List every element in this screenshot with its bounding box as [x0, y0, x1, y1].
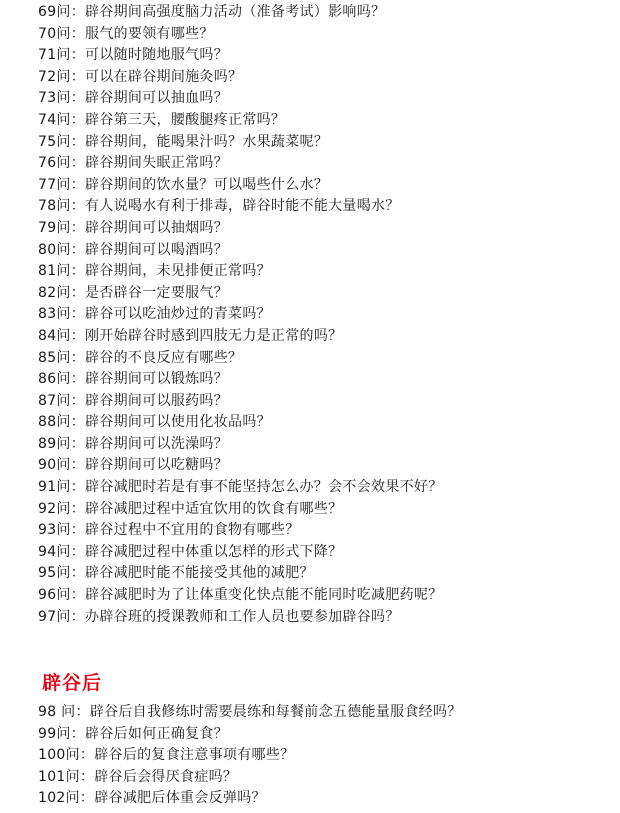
question-text: 有人说喝水有利于排毒，辟谷时能不能大量喝水？ [85, 198, 400, 215]
question-number: 89问： [38, 435, 86, 452]
question-number: 88问： [38, 414, 86, 431]
question-number: 85问： [38, 349, 86, 366]
question-item [38, 261, 608, 283]
question-item [38, 110, 608, 132]
question-number: 100问： [38, 747, 95, 764]
question-item [38, 348, 608, 370]
question-number: 76问： [38, 155, 86, 172]
question-number: 95问： [38, 565, 86, 582]
question-item [38, 153, 608, 175]
question-item [38, 391, 608, 413]
question-number: 93问： [38, 522, 86, 539]
question-item [38, 702, 608, 724]
question-text: 服气的要领有哪些？ [85, 25, 214, 42]
question-number: 73问： [38, 90, 86, 107]
question-item [38, 196, 608, 218]
question-number: 78问： [38, 198, 86, 215]
question-item [38, 240, 608, 262]
question-text: 辟谷期间可以抽烟吗？ [85, 219, 229, 236]
question-text: 辟谷可以吃油炒过的青菜吗？ [85, 306, 271, 323]
question-text: 辟谷期间可以洗澡吗？ [85, 435, 229, 452]
question-number: 91问： [38, 479, 86, 496]
question-text: 辟谷减肥过程中体重以怎样的形式下降？ [85, 543, 343, 560]
question-text: 辟谷期间可以吃糖吗？ [85, 457, 229, 474]
question-item [38, 434, 608, 456]
question-item [38, 283, 608, 305]
section-heading-after-fasting: 辟谷后 [42, 672, 103, 694]
question-number: 84问： [38, 327, 86, 344]
question-text: 辟谷期间高强度脑力活动（准备考试）影响吗？ [85, 4, 386, 20]
question-item [38, 218, 608, 240]
question-item [38, 499, 608, 521]
question-text: 辟谷期间失眠正常吗？ [85, 155, 229, 172]
question-number: 81问： [38, 263, 86, 280]
question-text: 辟谷期间可以使用化妆品吗？ [85, 414, 271, 431]
question-item [38, 520, 608, 542]
question-item [38, 369, 608, 391]
question-text: 辟谷减肥过程中适宜饮用的饮食有哪些？ [85, 500, 343, 517]
question-text: 辟谷后会得厌食症吗？ [94, 768, 238, 785]
question-text: 辟谷期间可以喝酒吗？ [85, 241, 229, 258]
question-number: 72问： [38, 68, 86, 85]
question-item [38, 132, 608, 154]
question-item [38, 45, 608, 67]
question-number: 102问： [38, 790, 95, 807]
question-text: 辟谷期间，未见排便正常吗？ [85, 263, 271, 280]
question-number: 101问： [38, 768, 95, 785]
question-text: 辟谷期间可以服药吗？ [85, 392, 229, 409]
question-item [38, 788, 608, 810]
question-number: 94问： [38, 543, 86, 560]
question-list-during-fasting [38, 2, 608, 628]
question-item [38, 2, 608, 24]
question-item [38, 724, 608, 746]
question-item [38, 477, 608, 499]
question-number: 74问： [38, 111, 86, 128]
question-item [38, 455, 608, 477]
question-number: 97问： [38, 608, 86, 625]
question-text: 辟谷减肥时为了让体重变化快点能不能同时吃减肥药呢？ [85, 587, 443, 604]
question-item [38, 412, 608, 434]
question-item [38, 563, 608, 585]
question-text: 辟谷后如何正确复食？ [85, 725, 229, 742]
question-text: 可以随时随地服气吗？ [85, 47, 229, 64]
question-number: 69问： [38, 4, 86, 20]
question-number: 86问： [38, 371, 86, 388]
question-number: 99问： [38, 725, 86, 742]
question-item [38, 607, 608, 629]
question-text: 辟谷期间可以锻炼吗？ [85, 371, 229, 388]
question-text: 辟谷减肥时若是有事不能坚持怎么办？会不会效果不好？ [85, 479, 443, 496]
question-number: 70问： [38, 25, 86, 42]
question-number: 92问： [38, 500, 86, 517]
question-text: 是否辟谷一定要服气？ [85, 284, 229, 301]
question-text: 辟谷的不良反应有哪些？ [85, 349, 243, 366]
question-number: 98 问： [38, 704, 90, 720]
question-text: 辟谷后自我修练时需要晨练和每餐前念五德能量服食经吗？ [89, 704, 462, 720]
question-number: 87问： [38, 392, 86, 409]
question-number: 71问： [38, 47, 86, 64]
question-number: 82问： [38, 284, 86, 301]
question-text: 辟谷期间，能喝果汁吗？水果蔬菜呢？ [85, 133, 329, 150]
question-item [38, 542, 608, 564]
question-number: 83问： [38, 306, 86, 323]
question-item [38, 304, 608, 326]
question-item [38, 326, 608, 348]
question-item [38, 88, 608, 110]
question-text: 辟谷后的复食注意事项有哪些？ [94, 747, 295, 764]
question-number: 80问： [38, 241, 86, 258]
question-text: 辟谷期间可以抽血吗？ [85, 90, 229, 107]
question-number: 90问： [38, 457, 86, 474]
question-number: 75问： [38, 133, 86, 150]
question-text: 辟谷过程中不宜用的食物有哪些？ [85, 522, 300, 539]
question-text: 辟谷减肥时能不能接受其他的减肥？ [85, 565, 314, 582]
question-text: 辟谷第三天，腰酸腿疼正常吗？ [85, 111, 286, 128]
question-number: 79问： [38, 219, 86, 236]
question-item [38, 585, 608, 607]
question-item [38, 767, 608, 789]
question-number: 96问： [38, 587, 86, 604]
question-item [38, 175, 608, 197]
question-number: 77问： [38, 176, 86, 193]
question-text: 辟谷减肥后体重会反弹吗？ [94, 790, 266, 807]
question-text: 可以在辟谷期间施灸吗？ [85, 68, 243, 85]
question-item [38, 67, 608, 89]
question-item [38, 745, 608, 767]
question-item [38, 24, 608, 46]
question-text: 办辟谷班的授课教师和工作人员也要参加辟谷吗？ [85, 608, 400, 625]
question-text: 刚开始辟谷时感到四肢无力是正常的吗？ [85, 327, 343, 344]
question-list-after-fasting [38, 702, 608, 810]
question-text: 辟谷期间的饮水量？可以喝些什么水？ [85, 176, 329, 193]
